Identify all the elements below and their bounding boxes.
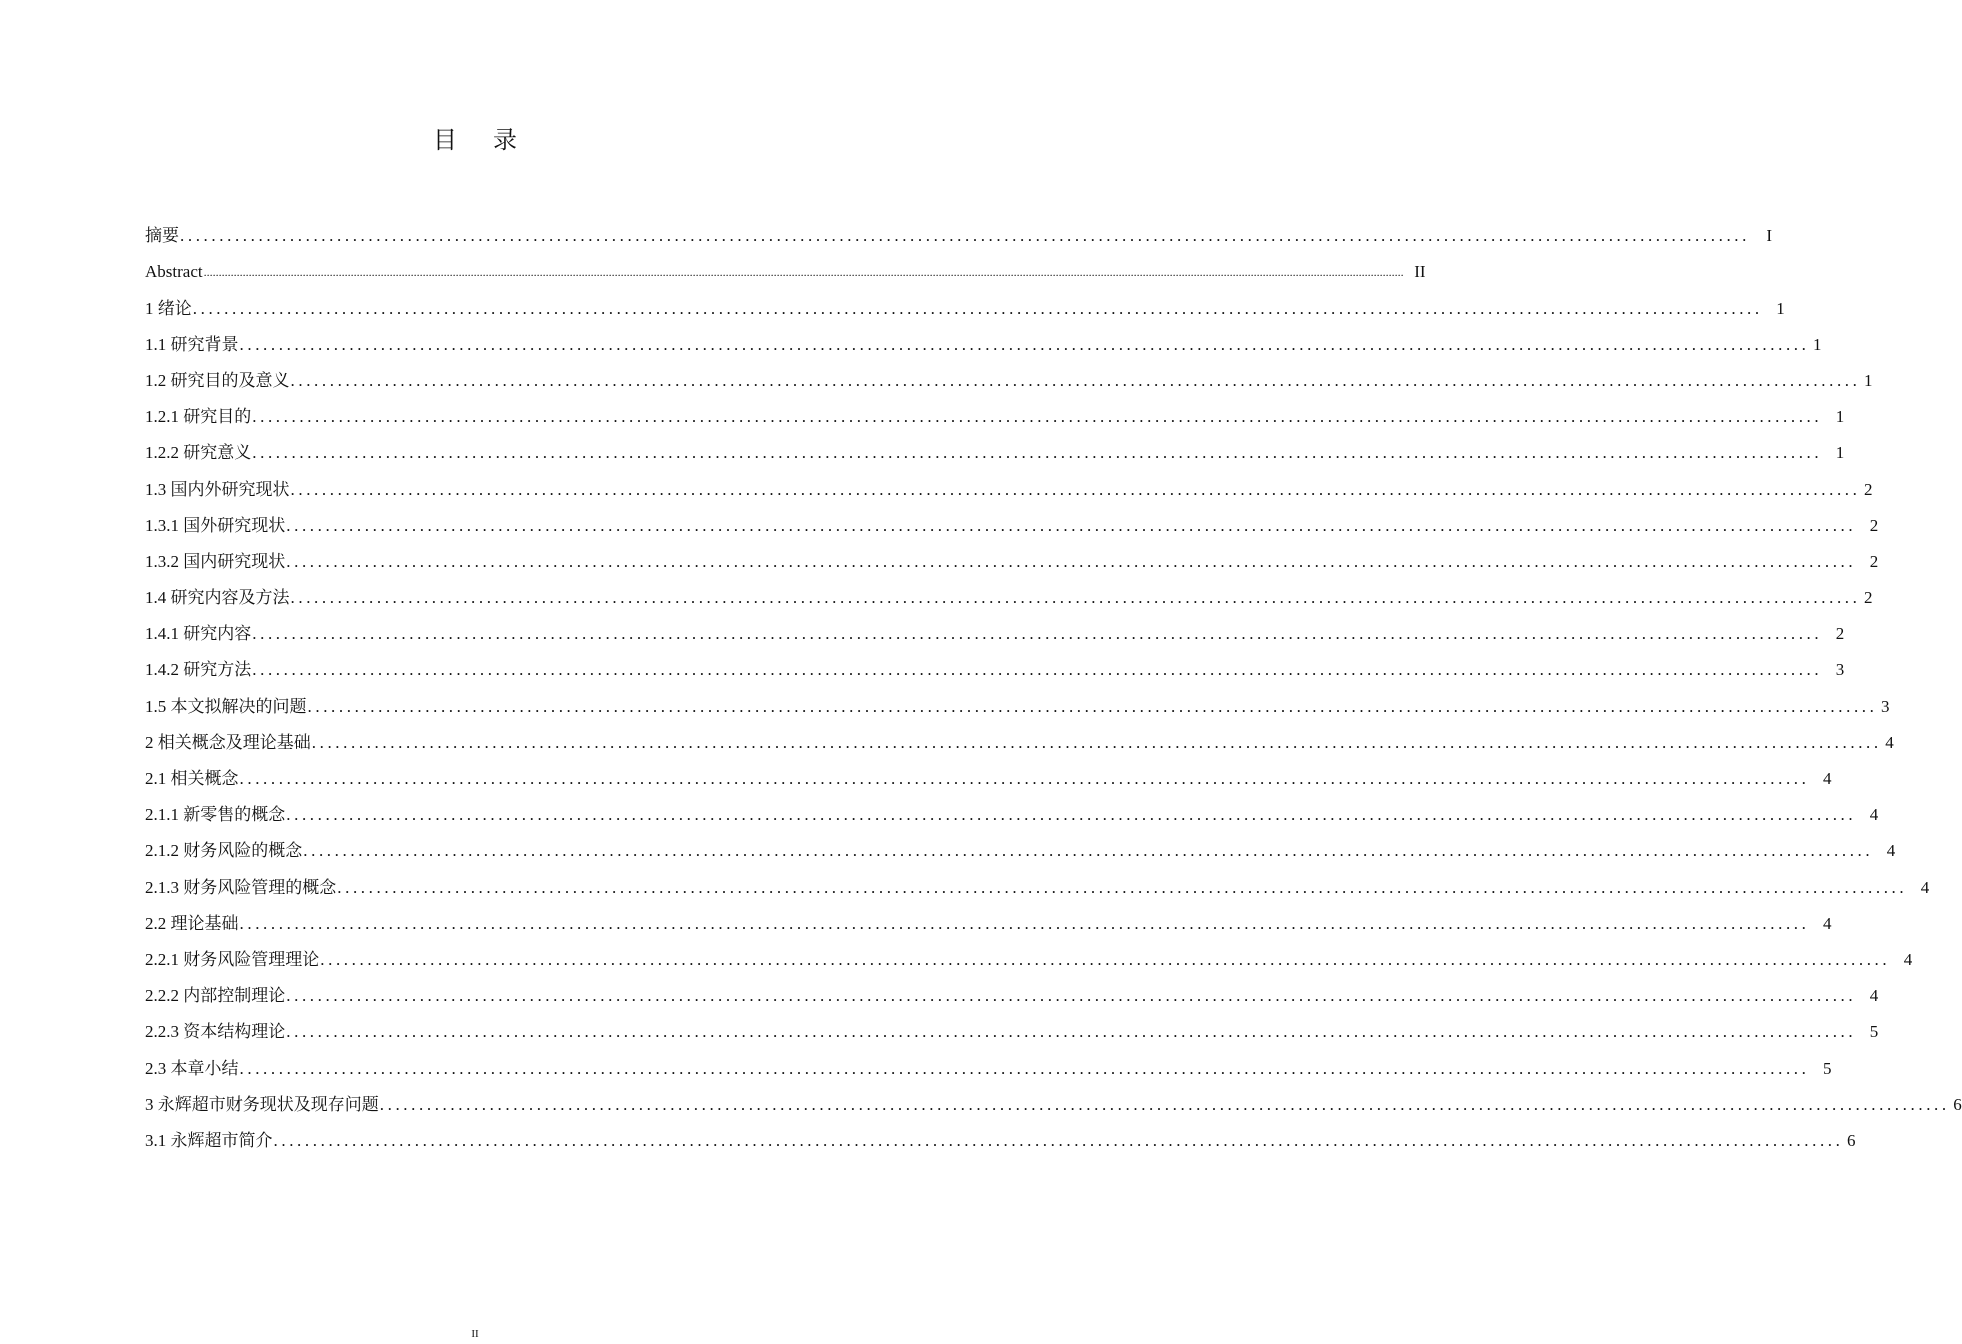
- toc-entry-label: 2.2.3 资本结构理论: [145, 1017, 286, 1042]
- page-title: [0, 120, 950, 155]
- toc-entry[interactable]: [145, 246, 1426, 282]
- toc-entry-label: 摘要: [145, 221, 180, 246]
- toc-entry-label: 2.2.2 内部控制理论: [145, 981, 286, 1006]
- toc-dot-leader: ........................................................................................................................................................................................................: [180, 226, 1750, 246]
- toc-entry-page-number: 4: [1903, 949, 1913, 969]
- toc-entry-page-number: I: [1766, 226, 1772, 246]
- toc-entry-page-number: 2: [1864, 588, 1873, 608]
- toc-entry[interactable]: [145, 1042, 1832, 1078]
- toc-entry-label: 2.1.1 新零售的概念: [145, 800, 286, 825]
- toc-entry-label: 2.3 本章小结: [145, 1054, 240, 1079]
- toc-entry-label: 2.1.2 财务风险的概念: [145, 836, 303, 861]
- toc-dot-leader: ........................................................................................................................................................................................................: [273, 1130, 1844, 1150]
- toc-entry-label: 2.2 理论基础: [145, 909, 240, 934]
- toc-entry-label: 1.4.2 研究方法: [145, 655, 252, 680]
- toc-dot-leader: ........................................................................................................................................................................................................: [337, 877, 1908, 897]
- toc-dot-leader: ........................................................................................................................................................................................................: [311, 732, 1882, 752]
- toc-entry-label: 1.3.1 国外研究现状: [145, 511, 286, 536]
- toc-entry[interactable]: [145, 680, 1890, 716]
- toc-entry-page-number: 6: [1847, 1130, 1856, 1150]
- toc-dot-leader: ........................................................................................................................................................................................................: [252, 407, 1823, 427]
- toc-entry[interactable]: [145, 355, 1873, 391]
- toc-entry-label: 2.1.3 财务风险管理的概念: [145, 873, 337, 898]
- toc-entry[interactable]: [145, 789, 1879, 825]
- toc-entry[interactable]: [145, 210, 1772, 246]
- toc-entry-page-number: 6: [1953, 1094, 1962, 1114]
- toc-dot-leader: ........................................................................................................................................................................................................: [320, 949, 1891, 969]
- toc-entry-page-number: 1: [1864, 370, 1873, 390]
- toc-entry-page-number: 4: [1823, 769, 1832, 788]
- toc-entry-page-number: 4: [1823, 913, 1832, 933]
- page-footer-number: II: [471, 1328, 479, 1340]
- toc-entry-label: 1.2.2 研究意义: [145, 438, 252, 463]
- toc-entry-label: 1.5 本文拟解决的问题: [145, 692, 308, 717]
- toc-entry[interactable]: [145, 427, 1845, 463]
- toc-entry-page-number: 2: [1835, 624, 1845, 644]
- toc-entry-label: Abstract: [145, 262, 203, 282]
- toc-entry-page-number: 2: [1869, 515, 1879, 535]
- toc-entry[interactable]: [145, 644, 1845, 680]
- toc-entry[interactable]: [145, 319, 1822, 355]
- table-of-contents: [145, 210, 1962, 1151]
- toc-entry[interactable]: [145, 898, 1832, 934]
- toc-entry-page-number: 3: [1881, 696, 1890, 716]
- toc-dot-leader: ........................................................................................................................................................................................................: [252, 660, 1823, 680]
- toc-entry-label: 1.3.2 国内研究现状: [145, 547, 286, 572]
- toc-dot-leader: ........................................................................................................................................................................................................: [286, 805, 1857, 825]
- toc-dot-leader: ........................................................................................................................................................................................................: [239, 913, 1810, 933]
- toc-entry-page-number: 1: [1835, 443, 1845, 463]
- toc-entry-label: 1.4 研究内容及方法: [145, 583, 291, 608]
- toc-entry-label: 2.1 相关概念: [145, 764, 240, 789]
- toc-dot-leader: ........................................................................................................................................................................................................: [286, 986, 1857, 1006]
- toc-entry-page-number: 4: [1869, 986, 1879, 1006]
- toc-dot-leader: ........................................................................................................................................................................................................: [290, 588, 1861, 608]
- toc-dot-leader: ........................................................................................................................................................................................................: [290, 370, 1861, 390]
- title-char-right: 录: [493, 126, 517, 154]
- toc-dot-leader: ........................................................................................................................................................................................................: [252, 443, 1823, 463]
- toc-entry-page-number: 4: [1869, 805, 1879, 825]
- toc-dot-leader: ........................................................................................................................................................................................................: [239, 334, 1810, 354]
- toc-entry-page-number: 1: [1813, 334, 1822, 354]
- toc-dot-leader: ........................................................................................................................................................................................................: [286, 551, 1857, 571]
- toc-dot-leader: ........................................................................................................................................................................................................: [192, 298, 1763, 318]
- toc-entry[interactable]: [145, 572, 1873, 608]
- toc-entry-page-number: 5: [1869, 1022, 1879, 1042]
- toc-entry-label: 1.2 研究目的及意义: [145, 366, 291, 391]
- toc-dot-leader: ........................................................................................................................................................................................................: [286, 1022, 1857, 1042]
- toc-entry-page-number: 2: [1864, 479, 1873, 499]
- toc-entry[interactable]: [145, 536, 1879, 572]
- toc-entry-page-number: II: [1414, 262, 1426, 282]
- toc-entry[interactable]: [145, 391, 1845, 427]
- toc-entry[interactable]: [145, 861, 1930, 897]
- toc-dot-leader: ........................................................................................................................................................................................................: [290, 479, 1861, 499]
- toc-entry-label: 2 相关概念及理论基础: [145, 728, 312, 753]
- toc-entry[interactable]: [145, 717, 1894, 753]
- toc-dot-leader: ........................................................................................................................................................................................................: [286, 515, 1857, 535]
- toc-dot-leader: ........................................................................................................................................................................................................: [379, 1094, 1950, 1114]
- toc-entry[interactable]: [145, 970, 1879, 1006]
- toc-entry-page-number: 1: [1776, 298, 1785, 318]
- toc-entry-page-number: 2: [1869, 551, 1879, 571]
- toc-entry[interactable]: [145, 1079, 1962, 1115]
- toc-entry-page-number: 4: [1920, 877, 1930, 897]
- title-char-left: 目: [433, 126, 457, 154]
- toc-entry[interactable]: [145, 1006, 1879, 1042]
- toc-entry[interactable]: [145, 463, 1873, 499]
- toc-dot-leader: ........................................................................................................................................................................................................: [239, 1058, 1810, 1078]
- toc-entry[interactable]: [145, 934, 1913, 970]
- toc-entry[interactable]: [145, 500, 1879, 536]
- toc-entry-label: 2.2.1 财务风险管理理论: [145, 945, 320, 970]
- toc-entry[interactable]: [145, 753, 1832, 789]
- toc-dot-leader: ................................................................................................................................................................................................................................................................................................................................................................................................................: [203, 265, 1404, 280]
- toc-entry-label: 3 永辉超市财务现状及现存问题: [145, 1090, 380, 1115]
- toc-entry-page-number: 5: [1823, 1058, 1832, 1078]
- toc-dot-leader: ........................................................................................................................................................................................................: [239, 769, 1810, 788]
- toc-entry-label: 1.1 研究背景: [145, 330, 240, 355]
- toc-entry-label: 3.1 永辉超市简介: [145, 1126, 274, 1151]
- toc-entry-page-number: 4: [1885, 732, 1894, 752]
- toc-dot-leader: ........................................................................................................................................................................................................: [252, 624, 1823, 644]
- toc-entry-page-number: 1: [1835, 407, 1845, 427]
- toc-entry-label: 1.2.1 研究目的: [145, 402, 252, 427]
- toc-entry-page-number: 3: [1835, 660, 1845, 680]
- toc-entry[interactable]: [145, 608, 1845, 644]
- toc-entry[interactable]: [145, 282, 1785, 318]
- toc-entry[interactable]: [145, 1115, 1856, 1151]
- toc-entry-page-number: 4: [1886, 841, 1896, 861]
- toc-entry-label: 1 绪论: [145, 294, 193, 319]
- toc-entry-label: 1.3 国内外研究现状: [145, 475, 291, 500]
- toc-dot-leader: ........................................................................................................................................................................................................: [307, 696, 1878, 716]
- toc-dot-leader: ........................................................................................................................................................................................................: [303, 841, 1874, 861]
- toc-entry-label: 1.4.1 研究内容: [145, 619, 252, 644]
- toc-entry[interactable]: [145, 825, 1896, 861]
